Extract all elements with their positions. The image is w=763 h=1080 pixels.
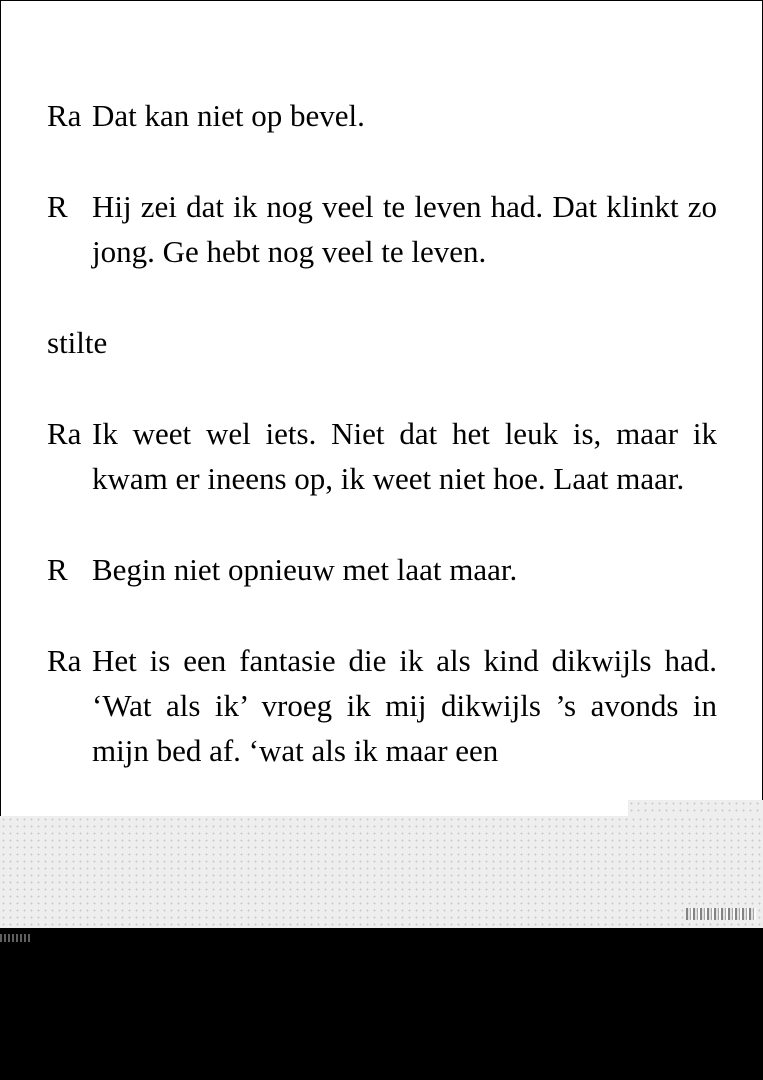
dotted-overlay-band — [0, 816, 763, 928]
dialogue-text: Begin niet opnieuw met laat maar. — [92, 552, 518, 587]
script-text — [47, 93, 717, 819]
speaker-name: R — [47, 552, 68, 587]
scan-noise-left — [0, 934, 30, 942]
stage-direction-text: stilte — [47, 325, 108, 360]
stage-direction — [47, 320, 717, 365]
dialogue-line — [47, 184, 717, 274]
scan-noise — [686, 908, 756, 920]
dialogue-line — [47, 638, 717, 773]
dialogue-line — [47, 93, 717, 138]
dialogue-text: Ik weet wel iets. Niet dat het leuk is, maar ik kwam er ineens op, ik weet niet hoe. Laat maar. — [92, 416, 717, 496]
speaker-name: R — [47, 189, 68, 224]
dialogue-text: Het is een fantasie die ik als kind dikwijls had. ‘Wat als ik’ vroeg ik mij dikwijls ’s avonds in mijn bed af. ‘wat als ik maar een — [92, 643, 717, 768]
speaker-name: Ra — [47, 98, 82, 133]
speaker-name: Ra — [47, 643, 82, 678]
dialogue-text: Hij zei dat ik nog veel te leven had. Dat klinkt zo jong. Ge hebt nog veel te leven. — [92, 189, 717, 269]
dialogue-line — [47, 547, 717, 592]
dialogue-line — [47, 411, 717, 501]
speaker-name: Ra — [47, 416, 82, 451]
dialogue-text: Dat kan niet op bevel. — [92, 98, 365, 133]
